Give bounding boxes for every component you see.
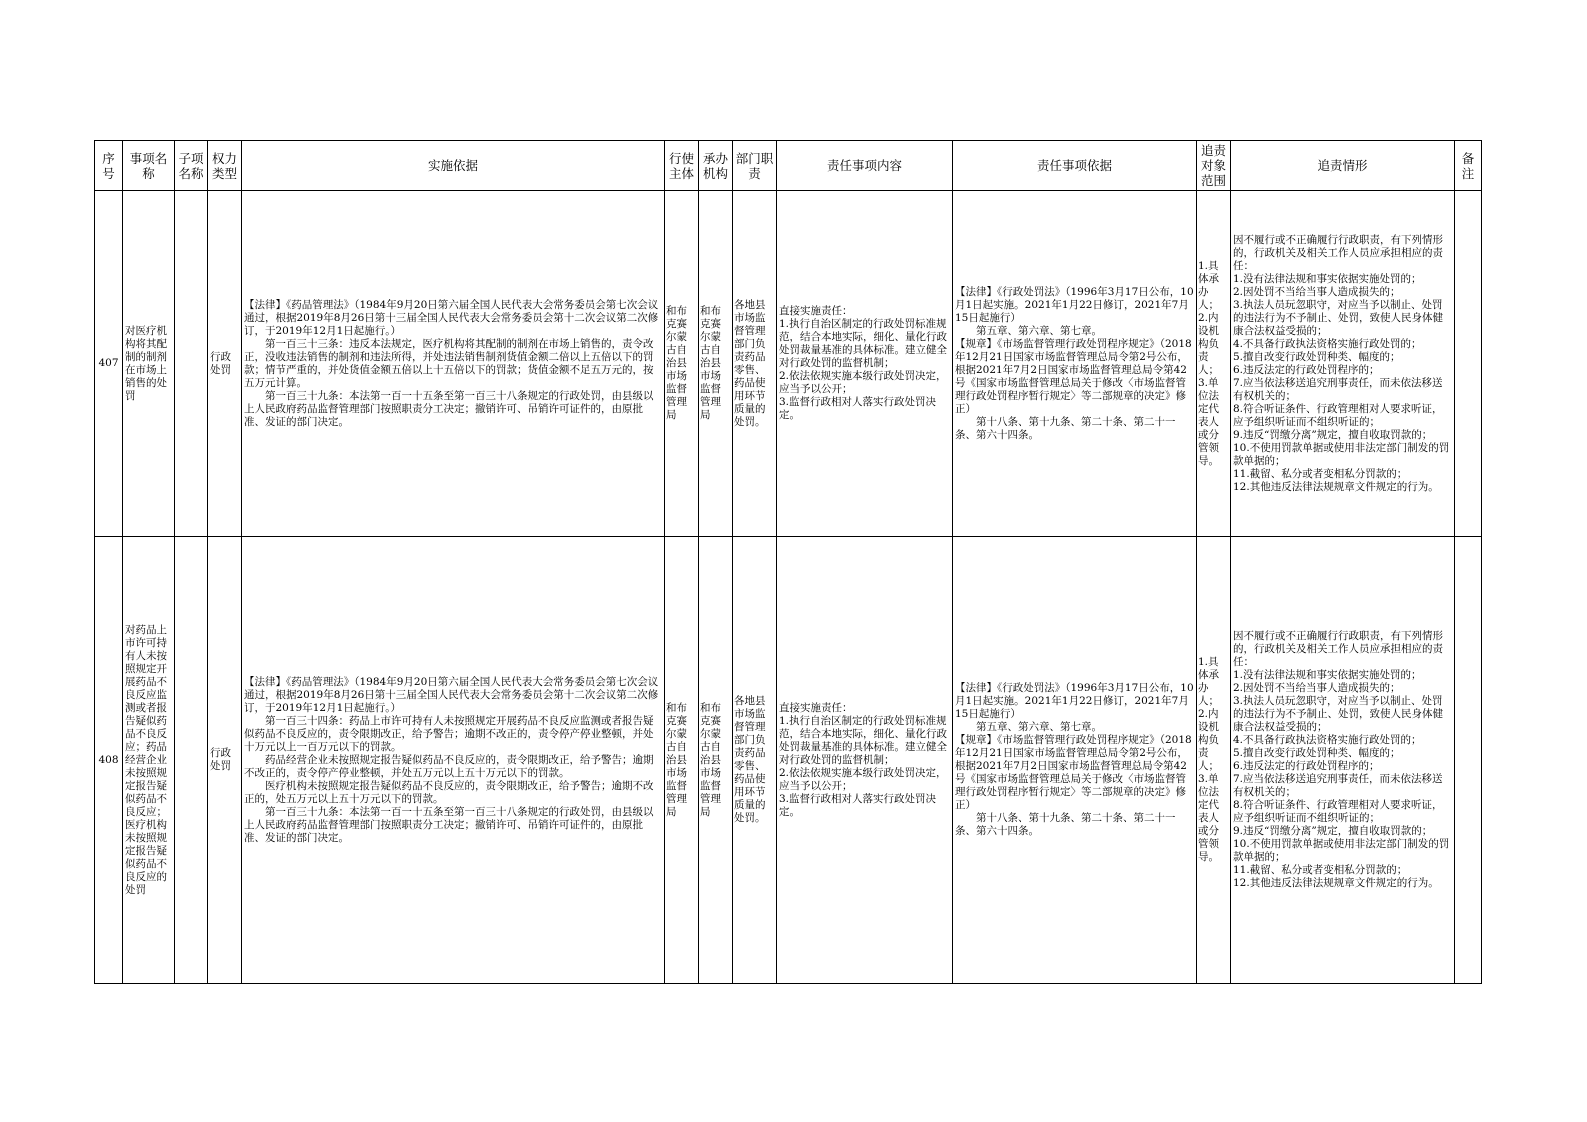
situation-line: 5.擅自改变行政处罚种类、幅度的； xyxy=(1233,747,1401,759)
situation-line: 7.应当依法移送追究刑事责任，而未依法移送有权机关的； xyxy=(1233,376,1443,402)
cell-handler: 和布克赛尔蒙古自治县市场监督管理局 xyxy=(699,191,733,537)
situation-line: 10.不使用罚款单据或使用非法定部门制发的罚款单据的； xyxy=(1233,441,1450,467)
situation-line: 11.截留、私分或者变相私分罚款的； xyxy=(1233,467,1408,480)
cell-resp-content xyxy=(777,537,953,984)
situation-line: 7.应当依法移送追究刑事责任，而未依法移送有权机关的； xyxy=(1233,773,1443,798)
table-header-row xyxy=(95,141,1482,191)
header-resp-content: 责任事项内容 xyxy=(777,141,953,191)
cell-item-name: 对药品上市许可持有人未按照规定开展药品不良反应监测或者报告疑似药品不良反应；药品经营企业未按照规定报告疑似药品不良反应；医疗机构未按照规定报告疑似药品不良反应的处罚 xyxy=(123,537,175,984)
cell-item-name: 对医疗机构将其配制的制剂在市场上销售的处罚 xyxy=(123,191,175,537)
situation-line: 11.截留、私分或者变相私分罚款的； xyxy=(1233,864,1408,876)
resp-content-line: 直接实施责任： xyxy=(779,305,853,317)
cell-basis xyxy=(242,191,665,537)
resp-basis-line: 第五章、第六章、第七章。 xyxy=(976,721,1102,733)
basis-para: 第一百三十九条：本法第一百一十五条至第一百三十八条规定的行政处罚，由县级以上人民政府药品监督管理部门按照职责分工决定；撤销许可、吊销许可证件的，由原批准、发证的部门决定。 xyxy=(244,389,654,428)
cell-seq: 408 xyxy=(95,537,123,984)
basis-para: 【法律】《药品管理法》（1984年9月20日第六届全国人民代表大会常务委员会第七次会议通过，根据2019年8月26日第十三届全国人民代表大会常务委员会第十二次会议第二次修订，于2019年12月1日起施行。） xyxy=(244,298,659,337)
basis-para: 第一百三十三条：违反本法规定，医疗机构将其配制的制剂在市场上销售的，责令改正，没收违法销售的制剂和违法所得，并处违法销售制剂货值金额二倍以上五倍以下的罚款；情节严重的，并处货值金额五倍以上十五倍以下的罚款；货值金额不足五万元的，按五万元计算。 xyxy=(244,337,654,389)
resp-basis-line: 【规章】《市场监督管理行政处罚程序规定》（2018年12月21日国家市场监督管理总局令第2号公布，根据2021年7月2日国家市场监督管理总局令第42号《国家市场监督管理总局关于修改〈市场监督管理行政处罚程序暂行规定〉等二部规章的决定》修正） xyxy=(955,337,1192,415)
cell-remark xyxy=(1455,191,1482,537)
cell-subject: 和布克赛尔蒙古自治县市场监督管理局 xyxy=(665,191,699,537)
situation-line: 3.执法人员玩忽职守，对应当予以制止、处罚的违法行为不予制止、处罚，致使人民身体健康合法权益受损的； xyxy=(1233,695,1443,733)
header-resp-basis: 责任事项依据 xyxy=(953,141,1197,191)
situation-line: 8.符合听证条件、行政管理相对人要求听证，应予组织听证而不组织听证的； xyxy=(1233,799,1443,824)
situation-line: 因不履行或不正确履行行政职责，有下列情形的，行政机关及相关工作人员应承担相应的责任： xyxy=(1233,233,1443,272)
resp-content-line: 3.监督行政相对人落实行政处罚决定。 xyxy=(779,792,937,818)
cell-dept-duty: 各地县市场监督管理部门负责药品零售、药品使用环节质量的处罚。 xyxy=(733,191,777,537)
basis-para: 【法律】《药品管理法》（1984年9月20日第六届全国人民代表大会常务委员会第七次会议通过，根据2019年8月26日第十三届全国人民代表大会常务委员会第十二次会议第二次修订，于2019年12月1日起施行。） xyxy=(244,675,659,714)
situation-line: 9.违反“罚缴分离”规定，擅自收取罚款的； xyxy=(1233,428,1433,441)
header-account-scope: 追责对象范围 xyxy=(1197,141,1231,191)
resp-basis-line: 【法律】《行政处罚法》（1996年3月17日公布，10月1日起实施。2021年1月22日修订，2021年7月15日起施行） xyxy=(955,682,1194,720)
resp-basis-line: 第十八条、第十九条、第二十条、第二十一条、第六十四条。 xyxy=(955,415,1176,441)
basis-para: 医疗机构未按照规定报告疑似药品不良反应的，责令限期改正，给予警告；逾期不改正的，处五万元以上五十万元以下的罚款。 xyxy=(244,779,654,805)
cell-resp-basis xyxy=(953,537,1197,984)
resp-basis-line: 【规章】《市场监督管理行政处罚程序规定》（2018年12月21日国家市场监督管理总局令第2号公布，根据2021年7月2日国家市场监督管理总局令第42号《国家市场监督管理总局关于修改〈市场监督管理行政处罚程序暂行规定〉等二部规章的决定》修正） xyxy=(955,734,1192,811)
cell-seq: 407 xyxy=(95,191,123,537)
cell-account-scope: 1.具体承办人；2.内设机构负责人；3.单位法定代表人或分管领导。 xyxy=(1197,537,1231,984)
situation-line: 3.执法人员玩忽职守，对应当予以制止、处罚的违法行为不予制止、处罚，致使人民身体健康合法权益受损的； xyxy=(1233,298,1443,337)
cell-power-type: 行政处罚 xyxy=(208,191,242,537)
situation-line: 4.不具备行政执法资格实施行政处罚的； xyxy=(1233,337,1422,350)
cell-remark xyxy=(1455,537,1482,984)
situation-line: 10.不使用罚款单据或使用非法定部门制发的罚款单据的； xyxy=(1233,838,1450,863)
situation-line: 1.没有法律法规和事实依据实施处罚的； xyxy=(1233,272,1422,285)
cell-account-situation xyxy=(1231,537,1455,984)
situation-line: 6.违反法定的行政处罚程序的； xyxy=(1233,760,1380,772)
situation-line: 5.擅自改变行政处罚种类、幅度的； xyxy=(1233,350,1401,363)
situation-line: 2.因处罚不当给当事人造成损失的； xyxy=(1233,682,1401,694)
header-account-situation: 追责情形 xyxy=(1231,141,1455,191)
situation-line: 2.因处罚不当给当事人造成损失的； xyxy=(1233,285,1401,298)
cell-account-scope: 1.具体承办人；2.内设机构负责人；3.单位法定代表人或分管领导。 xyxy=(1197,191,1231,537)
situation-line: 6.违反法定的行政处罚程序的； xyxy=(1233,363,1380,376)
cell-handler: 和布克赛尔蒙古自治县市场监督管理局 xyxy=(699,537,733,984)
cell-subject: 和布克赛尔蒙古自治县市场监督管理局 xyxy=(665,537,699,984)
cell-sub-item xyxy=(175,537,208,984)
resp-content-line: 1.执行自治区制定的行政处罚标准规范，结合本地实际，细化、量化行政处罚裁量基准的具体标准。建立健全对行政处罚的监督机制； xyxy=(779,318,947,369)
resp-basis-line: 第五章、第六章、第七章。 xyxy=(976,324,1102,337)
responsibility-table xyxy=(94,140,1482,984)
cell-dept-duty: 各地县市场监督管理部门负责药品零售、药品使用环节质量的处罚。 xyxy=(733,537,777,984)
situation-line: 1.没有法律法规和事实依据实施处罚的； xyxy=(1233,669,1422,681)
header-basis: 实施依据 xyxy=(242,141,665,191)
resp-basis-line: 【法律】《行政处罚法》（1996年3月17日公布，10月1日起实施。2021年1月22日修订，2021年7月15日起施行） xyxy=(955,285,1194,324)
cell-power-type: 行政处罚 xyxy=(208,537,242,984)
header-subject: 行使主体 xyxy=(665,141,699,191)
header-remark: 备注 xyxy=(1455,141,1482,191)
situation-line: 9.违反“罚缴分离”规定，擅自收取罚款的； xyxy=(1233,825,1433,837)
situation-line: 12.其他违反法律法规规章文件规定的行为。 xyxy=(1233,480,1439,493)
header-dept-duty: 部门职责 xyxy=(733,141,777,191)
cell-basis xyxy=(242,537,665,984)
header-sub-item: 子项名称 xyxy=(175,141,208,191)
header-item-name: 事项名称 xyxy=(123,141,175,191)
resp-content-line: 直接实施责任： xyxy=(779,701,853,714)
resp-content-line: 2.依法依规实施本级行政处罚决定，应当予以公开； xyxy=(779,370,947,395)
resp-basis-line: 第十八条、第十九条、第二十条、第二十一条、第六十四条。 xyxy=(955,812,1176,837)
basis-para: 药品经营企业未按照规定报告疑似药品不良反应的，责令限期改正，给予警告；逾期不改正的，责令停产停业整顿，并处五万元以上五十万元以下的罚款。 xyxy=(244,753,654,779)
resp-content-line: 1.执行自治区制定的行政处罚标准规范，结合本地实际，细化、量化行政处罚裁量基准的具体标准。建立健全对行政处罚的监督机制； xyxy=(779,714,947,766)
cell-sub-item xyxy=(175,191,208,537)
header-handler: 承办机构 xyxy=(699,141,733,191)
cell-resp-content xyxy=(777,191,953,537)
resp-content-line: 2.依法依规实施本级行政处罚决定，应当予以公开； xyxy=(779,766,947,792)
situation-line: 8.符合听证条件、行政管理相对人要求听证，应予组织听证而不组织听证的； xyxy=(1233,402,1443,428)
header-seq: 序号 xyxy=(95,141,123,191)
basis-para: 第一百三十九条：本法第一百一十五条至第一百三十八条规定的行政处罚，由县级以上人民政府药品监督管理部门按照职责分工决定；撤销许可、吊销许可证件的，由原批准、发证的部门决定。 xyxy=(244,805,654,844)
table-row xyxy=(95,191,1482,537)
situation-line: 因不履行或不正确履行行政职责，有下列情形的，行政机关及相关工作人员应承担相应的责任： xyxy=(1233,630,1443,668)
table-row xyxy=(95,537,1482,984)
situation-line: 4.不具备行政执法资格实施行政处罚的； xyxy=(1233,734,1422,746)
header-power-type: 权力类型 xyxy=(208,141,242,191)
cell-account-situation xyxy=(1231,191,1455,537)
resp-content-line: 3.监督行政相对人落实行政处罚决定。 xyxy=(779,396,937,421)
situation-line: 12.其他违反法律法规规章文件规定的行为。 xyxy=(1233,877,1439,889)
basis-para: 第一百三十四条：药品上市许可持有人未按照规定开展药品不良反应监测或者报告疑似药品不良反应的，责令限期改正，给予警告；逾期不改正的，责令停产停业整顿，并处十万元以上一百万元以下的罚款。 xyxy=(244,714,654,753)
cell-resp-basis xyxy=(953,191,1197,537)
